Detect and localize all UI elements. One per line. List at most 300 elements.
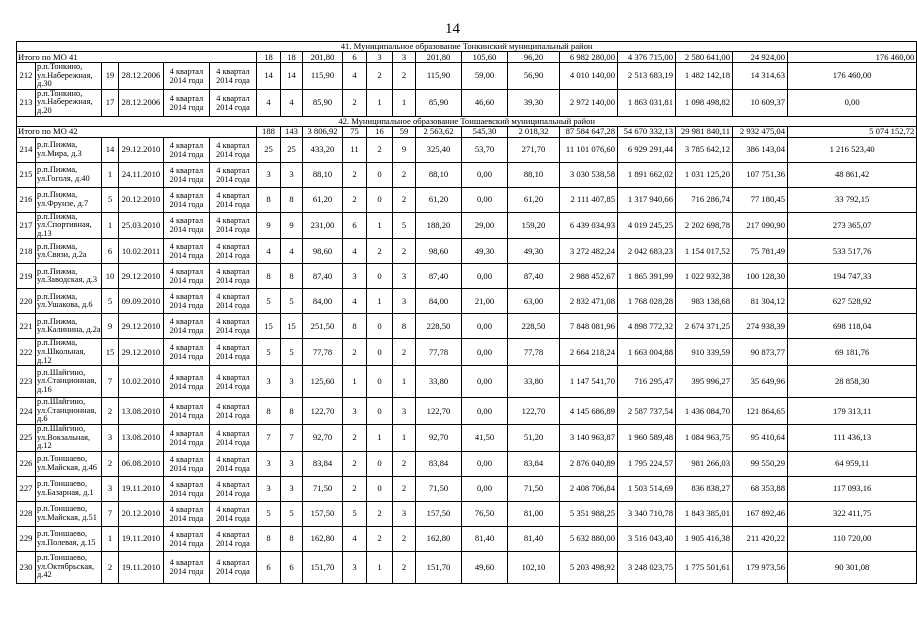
total-cell: 18 [281, 52, 303, 63]
table-cell: 5 351 988,25 [560, 501, 618, 526]
table-cell: 4 [343, 239, 367, 264]
table-cell: 88,10 [416, 162, 462, 187]
table-cell: 17 [102, 89, 119, 116]
table-cell: 61,20 [303, 187, 343, 212]
table-cell: 102,10 [508, 551, 560, 583]
table-cell: 63,00 [508, 289, 560, 314]
table-cell: 8 [343, 314, 367, 339]
date-cell: 29.12.2010 [119, 339, 164, 366]
date-cell: 19.11.2010 [119, 551, 164, 583]
table-cell: 107 751,36 [733, 162, 788, 187]
table-cell: 3 [281, 366, 303, 398]
table-cell: 3 [393, 501, 416, 526]
table-cell: 2 832 471,08 [560, 289, 618, 314]
table-cell: 85,90 [303, 89, 343, 116]
table-cell: 83,84 [416, 451, 462, 476]
table-cell: 1 216 523,40 [788, 137, 917, 162]
table-cell: 6 [102, 239, 119, 264]
total-cell: 18 [257, 52, 281, 63]
table-row [17, 63, 917, 90]
table-cell: 0,00 [462, 398, 508, 425]
table-cell: 33,80 [508, 366, 560, 398]
table-cell: 88,10 [508, 162, 560, 187]
table-cell: 0,00 [462, 264, 508, 289]
table-cell: 4 [257, 89, 281, 116]
table-cell: 2 988 452,67 [560, 264, 618, 289]
table-cell: 2 [393, 451, 416, 476]
quarter-cell: 4 квартал 2014 года [210, 314, 257, 339]
table-cell: 2 [393, 187, 416, 212]
address-cell: р.п.Шайгино, ул.Станционная, д.16 [36, 366, 102, 398]
section-header-row [17, 116, 917, 126]
table-cell: 59,00 [462, 63, 508, 90]
table-cell: 188,20 [416, 212, 462, 239]
total-cell: 143 [281, 126, 303, 137]
table-cell: 33,80 [416, 366, 462, 398]
table-cell: 35 649,96 [733, 366, 788, 398]
table-cell: 84,00 [416, 289, 462, 314]
table-cell: 2 [393, 63, 416, 90]
address-cell: р.п.Тоншаево, ул.Базарная, д.1 [36, 476, 102, 501]
table-cell: 5 203 498,92 [560, 551, 618, 583]
table-cell: 1 503 514,69 [618, 476, 676, 501]
table-cell: 11 101 076,60 [560, 137, 618, 162]
table-cell: 15 [102, 339, 119, 366]
quarter-cell: 4 квартал 2014 года [210, 212, 257, 239]
table-cell: 1 768 028,28 [618, 289, 676, 314]
total-cell: 201,80 [303, 52, 343, 63]
quarter-cell: 4 квартал 2014 года [210, 289, 257, 314]
table-cell: 3 [257, 476, 281, 501]
row-number-cell: 230 [17, 551, 36, 583]
table-cell: 1 147 541,70 [560, 366, 618, 398]
address-cell: р.п.Тоншаево, ул.Полевая, д.15 [36, 526, 102, 551]
table-cell: 0 [367, 339, 393, 366]
quarter-cell: 4 квартал 2014 года [210, 63, 257, 90]
table-cell: 88,10 [303, 162, 343, 187]
table-cell: 2 [367, 526, 393, 551]
total-cell: 6 982 280,00 [560, 52, 618, 63]
quarter-cell: 4 квартал 2014 года [164, 289, 210, 314]
quarter-cell: 4 квартал 2014 года [164, 89, 210, 116]
table-cell: 716 295,47 [618, 366, 676, 398]
date-cell: 10.02.2011 [119, 239, 164, 264]
table-row [17, 137, 917, 162]
total-cell: 2 580 641,00 [676, 52, 733, 63]
address-cell: р.п.Пижма, ул.Калинина, д.2а [36, 314, 102, 339]
date-cell: 28.12.2006 [119, 89, 164, 116]
table-cell: 8 [257, 264, 281, 289]
total-cell: 75 [343, 126, 367, 137]
table-cell: 122,70 [303, 398, 343, 425]
table-cell: 1 [393, 366, 416, 398]
table-cell: 5 [257, 289, 281, 314]
table-cell: 698 118,04 [788, 314, 917, 339]
table-row [17, 366, 917, 398]
total-cell: 24 924,00 [733, 52, 788, 63]
table-row [17, 314, 917, 339]
table-cell: 9 [102, 314, 119, 339]
table-cell: 627 528,92 [788, 289, 917, 314]
address-cell: р.п.Пижма, ул.Связи, д.2а [36, 239, 102, 264]
table-cell: 10 609,37 [733, 89, 788, 116]
table-cell: 2 [343, 162, 367, 187]
table-cell: 10 [102, 264, 119, 289]
address-cell: р.п.Пижма, ул.Фрунзе, д.7 [36, 187, 102, 212]
table-cell: 49,60 [462, 551, 508, 583]
table-cell: 5 [281, 289, 303, 314]
quarter-cell: 4 квартал 2014 года [164, 424, 210, 451]
date-cell: 09.09.2010 [119, 289, 164, 314]
table-cell: 14 [257, 63, 281, 90]
table-cell: 1 098 498,82 [676, 89, 733, 116]
table-cell: 61,20 [508, 187, 560, 212]
quarter-cell: 4 квартал 2014 года [210, 398, 257, 425]
table-cell: 1 031 125,20 [676, 162, 733, 187]
table-cell: 56,90 [508, 63, 560, 90]
table-cell: 179 973,56 [733, 551, 788, 583]
quarter-cell: 4 квартал 2014 года [210, 501, 257, 526]
section-header: 41. Муниципальное образование Тонкинский муниципальный район [17, 42, 917, 52]
table-cell: 2 [393, 551, 416, 583]
table-cell: 228,50 [508, 314, 560, 339]
table-cell: 8 [257, 398, 281, 425]
table-cell: 5 [281, 501, 303, 526]
table-cell: 386 143,04 [733, 137, 788, 162]
quarter-cell: 4 квартал 2014 года [164, 501, 210, 526]
table-cell: 8 [257, 526, 281, 551]
table-cell: 1 [102, 526, 119, 551]
quarter-cell: 4 квартал 2014 года [164, 264, 210, 289]
total-label: Итого по МО 42 [17, 126, 257, 137]
table-row [17, 162, 917, 187]
table-cell: 9 [257, 212, 281, 239]
quarter-cell: 4 квартал 2014 года [210, 424, 257, 451]
table-cell: 1 [393, 89, 416, 116]
total-cell: 29 981 840,11 [676, 126, 733, 137]
address-cell: р.п.Шайгино, ул.Вокзальная, д.12 [36, 424, 102, 451]
table-cell: 1 663 004,88 [618, 339, 676, 366]
address-cell: р.п.Пижма, ул.Школьная, д.12 [36, 339, 102, 366]
table-row [17, 451, 917, 476]
table-cell: 2 972 140,00 [560, 89, 618, 116]
table-cell: 7 848 081,96 [560, 314, 618, 339]
table-cell: 5 [257, 501, 281, 526]
table-cell: 981 266,03 [676, 451, 733, 476]
table-cell: 2 202 698,78 [676, 212, 733, 239]
table-cell: 2 [102, 551, 119, 583]
row-number-cell: 213 [17, 89, 36, 116]
table-cell: 5 [393, 212, 416, 239]
table-cell: 3 [393, 289, 416, 314]
table-cell: 3 [343, 551, 367, 583]
total-cell: 545,30 [462, 126, 508, 137]
table-cell: 2 [393, 162, 416, 187]
total-cell: 3 806,92 [303, 126, 343, 137]
table-cell: 836 838,27 [676, 476, 733, 501]
table-cell: 3 [257, 366, 281, 398]
row-number-cell: 212 [17, 63, 36, 90]
total-cell: 3 [393, 52, 416, 63]
table-cell: 87,40 [508, 264, 560, 289]
table-cell: 151,70 [303, 551, 343, 583]
table-cell: 217 090,90 [733, 212, 788, 239]
table-cell: 0,00 [462, 339, 508, 366]
table-cell: 49,30 [462, 239, 508, 264]
address-cell: р.п.Тоншаево, ул.Майская, д.51 [36, 501, 102, 526]
quarter-cell: 4 квартал 2014 года [164, 366, 210, 398]
table-cell: 81,40 [462, 526, 508, 551]
table-cell: 1 482 142,18 [676, 63, 733, 90]
table-cell: 48 861,42 [788, 162, 917, 187]
quarter-cell: 4 квартал 2014 года [164, 526, 210, 551]
table-cell: 4 010 140,00 [560, 63, 618, 90]
row-number-cell: 226 [17, 451, 36, 476]
row-number-cell: 227 [17, 476, 36, 501]
table-cell: 9 [393, 137, 416, 162]
table-cell: 3 [281, 451, 303, 476]
table-cell: 121 864,65 [733, 398, 788, 425]
table-cell: 77 180,45 [733, 187, 788, 212]
table-cell: 1 843 385,01 [676, 501, 733, 526]
table-row [17, 212, 917, 239]
table-row [17, 526, 917, 551]
table-cell: 167 892,46 [733, 501, 788, 526]
table-cell: 1 891 662,02 [618, 162, 676, 187]
table-cell: 1 [102, 162, 119, 187]
table-cell: 3 [102, 424, 119, 451]
address-cell: р.п.Пижма, ул.Гоголя, д.40 [36, 162, 102, 187]
table-cell: 5 [102, 187, 119, 212]
table-cell: 8 [281, 187, 303, 212]
row-number-cell: 218 [17, 239, 36, 264]
row-number-cell: 225 [17, 424, 36, 451]
table-cell: 1 863 031,81 [618, 89, 676, 116]
table-cell: 157,50 [416, 501, 462, 526]
table-cell: 51,20 [508, 424, 560, 451]
table-cell: 83,84 [303, 451, 343, 476]
table-cell: 322 411,75 [788, 501, 917, 526]
table-cell: 6 929 291,44 [618, 137, 676, 162]
date-cell: 28.12.2006 [119, 63, 164, 90]
table-cell: 9 [281, 212, 303, 239]
total-cell: 188 [257, 126, 281, 137]
quarter-cell: 4 квартал 2014 года [164, 476, 210, 501]
table-cell: 716 286,74 [676, 187, 733, 212]
table-cell: 46,60 [462, 89, 508, 116]
table-cell: 1 [367, 89, 393, 116]
table-cell: 0 [367, 264, 393, 289]
quarter-cell: 4 квартал 2014 года [164, 212, 210, 239]
date-cell: 20.12.2010 [119, 501, 164, 526]
address-cell: р.п.Тоншаево, ул.Майская, д.46 [36, 451, 102, 476]
table-cell: 39,30 [508, 89, 560, 116]
table-cell: 2 876 040,89 [560, 451, 618, 476]
date-cell: 20.12.2010 [119, 187, 164, 212]
quarter-cell: 4 квартал 2014 года [210, 162, 257, 187]
table-cell: 81 304,12 [733, 289, 788, 314]
table-cell: 15 [257, 314, 281, 339]
table-cell: 115,90 [303, 63, 343, 90]
date-cell: 29.12.2010 [119, 137, 164, 162]
table-cell: 1 317 940,66 [618, 187, 676, 212]
table-cell: 3 [281, 162, 303, 187]
table-cell: 157,50 [303, 501, 343, 526]
table-cell: 2 [102, 451, 119, 476]
table-row [17, 424, 917, 451]
table-cell: 4 [257, 239, 281, 264]
table-cell: 2 [393, 339, 416, 366]
table-cell: 92,70 [303, 424, 343, 451]
table-cell: 4 [343, 526, 367, 551]
table-cell: 4 [281, 89, 303, 116]
table-cell: 3 248 023,75 [618, 551, 676, 583]
date-cell: 10.02.2010 [119, 366, 164, 398]
table-row [17, 264, 917, 289]
table-cell: 4 898 772,32 [618, 314, 676, 339]
quarter-cell: 4 квартал 2014 года [164, 551, 210, 583]
total-cell: 2 018,32 [508, 126, 560, 137]
table-cell: 8 [281, 264, 303, 289]
quarter-cell: 4 квартал 2014 года [210, 526, 257, 551]
table-cell: 1 [343, 366, 367, 398]
total-cell: 201,80 [416, 52, 462, 63]
table-cell: 179 313,11 [788, 398, 917, 425]
table-cell: 87,40 [303, 264, 343, 289]
table-cell: 99 550,29 [733, 451, 788, 476]
table-cell: 0 [367, 398, 393, 425]
table-cell: 2 [367, 501, 393, 526]
table-cell: 3 [257, 451, 281, 476]
table-cell: 1 [102, 212, 119, 239]
total-cell: 96,20 [508, 52, 560, 63]
table-row [17, 187, 917, 212]
table-cell: 0,00 [462, 451, 508, 476]
table-cell: 76,50 [462, 501, 508, 526]
table-cell: 2 [367, 239, 393, 264]
table-cell: 125,60 [303, 366, 343, 398]
table-cell: 0 [367, 451, 393, 476]
table-cell: 77,78 [416, 339, 462, 366]
table-cell: 0 [367, 314, 393, 339]
table-cell: 1 865 391,99 [618, 264, 676, 289]
table-cell: 395 996,27 [676, 366, 733, 398]
table-cell: 2 [367, 137, 393, 162]
table-cell: 4 [281, 239, 303, 264]
table-cell: 176 460,00 [788, 63, 917, 90]
table-cell: 71,50 [303, 476, 343, 501]
table-cell: 7 [281, 424, 303, 451]
table-cell: 194 747,33 [788, 264, 917, 289]
table-cell: 81,00 [508, 501, 560, 526]
table-cell: 3 340 710,78 [618, 501, 676, 526]
table-cell: 84,00 [303, 289, 343, 314]
table-cell: 87,40 [416, 264, 462, 289]
table-cell: 4 [343, 63, 367, 90]
date-cell: 19.11.2010 [119, 526, 164, 551]
table-cell: 41,50 [462, 424, 508, 451]
row-number-cell: 228 [17, 501, 36, 526]
table-cell: 122,70 [416, 398, 462, 425]
table-cell: 7 [102, 366, 119, 398]
date-cell: 24.11.2010 [119, 162, 164, 187]
table-cell: 77,78 [303, 339, 343, 366]
total-cell: 176 460,00 [788, 52, 917, 63]
table-cell: 100 128,30 [733, 264, 788, 289]
table-cell: 2 111 407,85 [560, 187, 618, 212]
table-cell: 228,50 [416, 314, 462, 339]
date-cell: 06.08.2010 [119, 451, 164, 476]
table-cell: 90 301,08 [788, 551, 917, 583]
table-cell: 11 [343, 137, 367, 162]
table-cell: 273 365,07 [788, 212, 917, 239]
table-cell: 1 [367, 212, 393, 239]
table-cell: 910 339,59 [676, 339, 733, 366]
page-number: 14 [445, 21, 460, 37]
address-cell: р.п.Тонкино, ул.Набережная, д.30 [36, 63, 102, 90]
table-cell: 983 138,68 [676, 289, 733, 314]
date-cell: 19.11.2010 [119, 476, 164, 501]
section-total-row [17, 126, 917, 137]
quarter-cell: 4 квартал 2014 года [164, 451, 210, 476]
table-cell: 2 [393, 526, 416, 551]
table-cell: 433,20 [303, 137, 343, 162]
table-row [17, 476, 917, 501]
quarter-cell: 4 квартал 2014 года [210, 89, 257, 116]
table-cell: 2 408 706,84 [560, 476, 618, 501]
table-row [17, 89, 917, 116]
date-cell: 25.03.2010 [119, 212, 164, 239]
table-cell: 15 [281, 314, 303, 339]
table-cell: 2 [393, 476, 416, 501]
table-cell: 533 517,76 [788, 239, 917, 264]
table-cell: 77,78 [508, 339, 560, 366]
table-cell: 1 436 084,70 [676, 398, 733, 425]
table-cell: 2 513 683,19 [618, 63, 676, 90]
row-number-cell: 223 [17, 366, 36, 398]
table-cell: 0,00 [788, 89, 917, 116]
table-cell: 25 [257, 137, 281, 162]
table-row [17, 339, 917, 366]
table-cell: 3 [281, 476, 303, 501]
table-cell: 6 [257, 551, 281, 583]
row-number-cell: 216 [17, 187, 36, 212]
table-cell: 271,70 [508, 137, 560, 162]
row-number-cell: 224 [17, 398, 36, 425]
table-cell: 61,20 [416, 187, 462, 212]
table-cell: 0,00 [462, 366, 508, 398]
table-cell: 5 632 880,00 [560, 526, 618, 551]
table-cell: 5 [102, 289, 119, 314]
date-cell: 29.12.2010 [119, 314, 164, 339]
table-cell: 111 436,13 [788, 424, 917, 451]
table-cell: 2 [343, 339, 367, 366]
table-cell: 1 [393, 424, 416, 451]
total-cell: 5 074 152,72 [788, 126, 917, 137]
table-cell: 92,70 [416, 424, 462, 451]
table-cell: 122,70 [508, 398, 560, 425]
table-cell: 4 019 245,25 [618, 212, 676, 239]
total-cell: 105,60 [462, 52, 508, 63]
total-label: Итого по МО 41 [17, 52, 257, 63]
table-cell: 3 [102, 476, 119, 501]
table-cell: 1 960 589,48 [618, 424, 676, 451]
quarter-cell: 4 квартал 2014 года [210, 451, 257, 476]
total-cell: 59 [393, 126, 416, 137]
quarter-cell: 4 квартал 2014 года [210, 339, 257, 366]
table-cell: 98,60 [303, 239, 343, 264]
address-cell: р.п.Пижма, ул.Заводская, д.3 [36, 264, 102, 289]
